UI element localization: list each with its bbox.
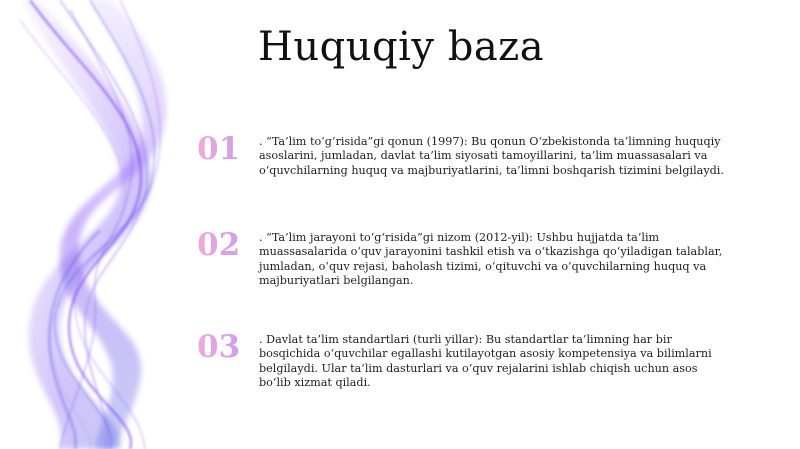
- slide-title: Huquqiy baza: [258, 24, 545, 70]
- item-number: 02: [197, 227, 249, 263]
- item-text: . “Ta’lim to‘g‘risida”gi qonun (1997): Bu qonun O‘zbekistonda ta’limning huquqiy asoslarini, jumladan, davlat ta’lim siyosati tamoyillarini, ta’lim muassasalari va o‘quvchilarning huquq va majburiyatlarini, ta’limni boshqarish tizimini belgilaydi.: [259, 135, 724, 177]
- smoke-wave-decoration: [0, 0, 200, 449]
- item-text: . “Ta’lim jarayoni to‘g‘risida”gi nizom (2012-yil): Ushbu hujjatda ta’lim muassasalarida o‘quv jarayonini tashkil etish va o‘tkazishga qo‘yiladigan talablar, jumladan, o‘quv rejasi, baholash tizimi, o‘qituvchi va o‘quvchilarning huquq va majburiyatlari belgilangan.: [259, 231, 723, 288]
- item-text: . Davlat ta’lim standartlari (turli yillar): Bu standartlar ta’limning har bir bosqichida o‘quvchilar egallashi kutilayotgan asosiy kompetensiya va bilimlarni belgilaydi. Ular ta’lim dasturlari va o‘quv rejalarini ishlab chiqish uchun asos bo‘lib xizmat qiladi.: [259, 333, 712, 390]
- item-number: 03: [197, 329, 249, 365]
- item-number: 01: [197, 131, 249, 167]
